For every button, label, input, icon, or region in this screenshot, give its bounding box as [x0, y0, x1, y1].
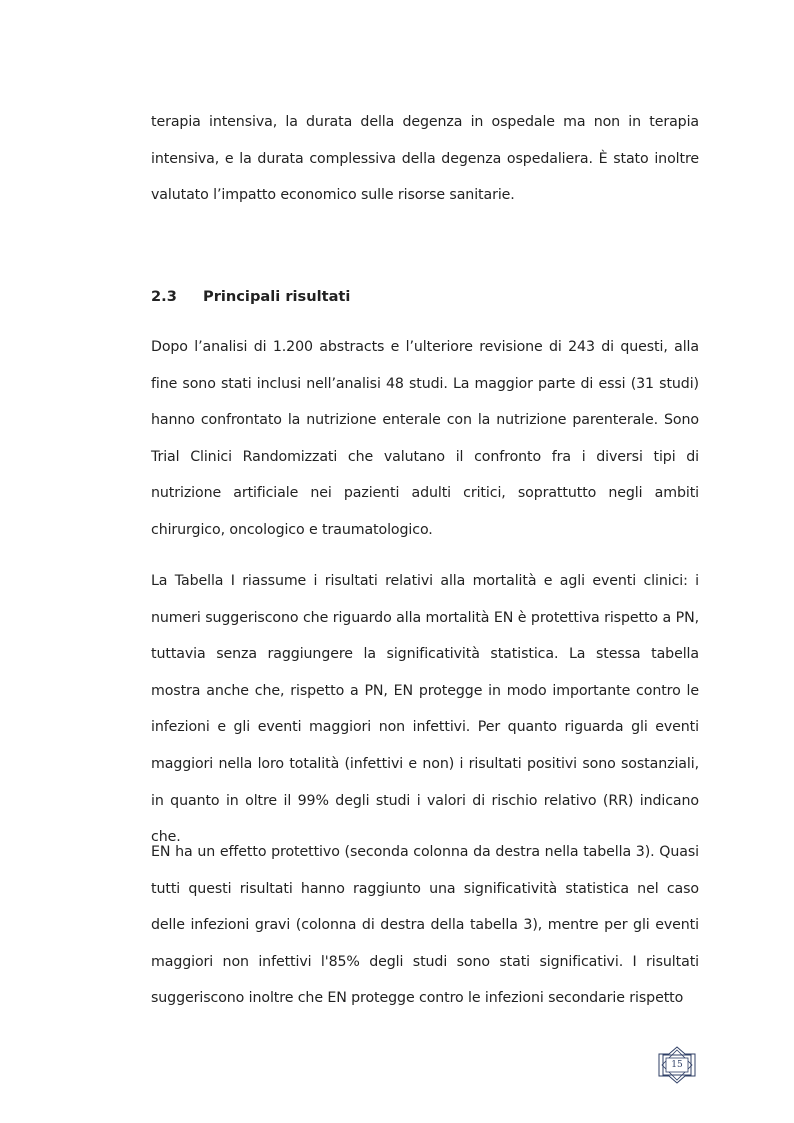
results-paragraph-1: Dopo l’analisi di 1.200 abstracts e l’ulteriore revisione di 243 di questi, alla fine sono stati inclusi nell’analisi 48 studi. La maggior parte di essi (31 studi) hanno confrontato la nutrizione enterale con la nutrizione parenterale. Sono Trial Clinici Randomizzati che valutano il confronto fra i diversi tipi di nutrizione artificiale nei pazienti adulti critici, soprattutto negli ambiti chirurgico, oncologico e traumatologico.	[151, 339, 699, 538]
page-number-badge	[656, 1046, 698, 1084]
section-heading	[151, 285, 350, 309]
section-title: Principali risultati	[203, 288, 351, 305]
page-number: 15	[671, 1060, 683, 1070]
results-paragraph-3: EN ha un effetto protettivo (seconda colonna da destra nella tabella 3). Quasi tutti questi risultati hanno raggiunto una significatività statistica nel caso delle infezioni gravi (colonna di destra della tabella 3), mentre per gli eventi maggiori non infettivi l'85% degli studi sono stati significativi. I risultati suggeriscono inoltre che EN protegge contro le infezioni secondarie rispetto	[151, 844, 699, 1007]
section-number: 2.3	[151, 288, 177, 305]
results-paragraph-2: La Tabella I riassume i risultati relativi alla mortalità e agli eventi clinici: i numeri suggeriscono che riguardo alla mortalità EN è protettiva rispetto a PN, tuttavia senza raggiungere la significatività statistica. La stessa tabella mostra anche che, rispetto a PN, EN protegge in modo importante contro le infezioni e gli eventi maggiori non infettivi. Per quanto riguarda gli eventi maggiori nella loro totalità (infettivi e non) i risultati positivi sono sostanziali, in quanto in oltre il 99% degli studi i valori di rischio relativo (RR) indicano che.	[151, 573, 699, 846]
intro-paragraph: terapia intensiva, la durata della degenza in ospedale ma non in terapia intensiva, e la durata complessiva della degenza ospedaliera. È stato inoltre valutato l’impatto economico sulle risorse sanitarie.	[151, 114, 699, 204]
